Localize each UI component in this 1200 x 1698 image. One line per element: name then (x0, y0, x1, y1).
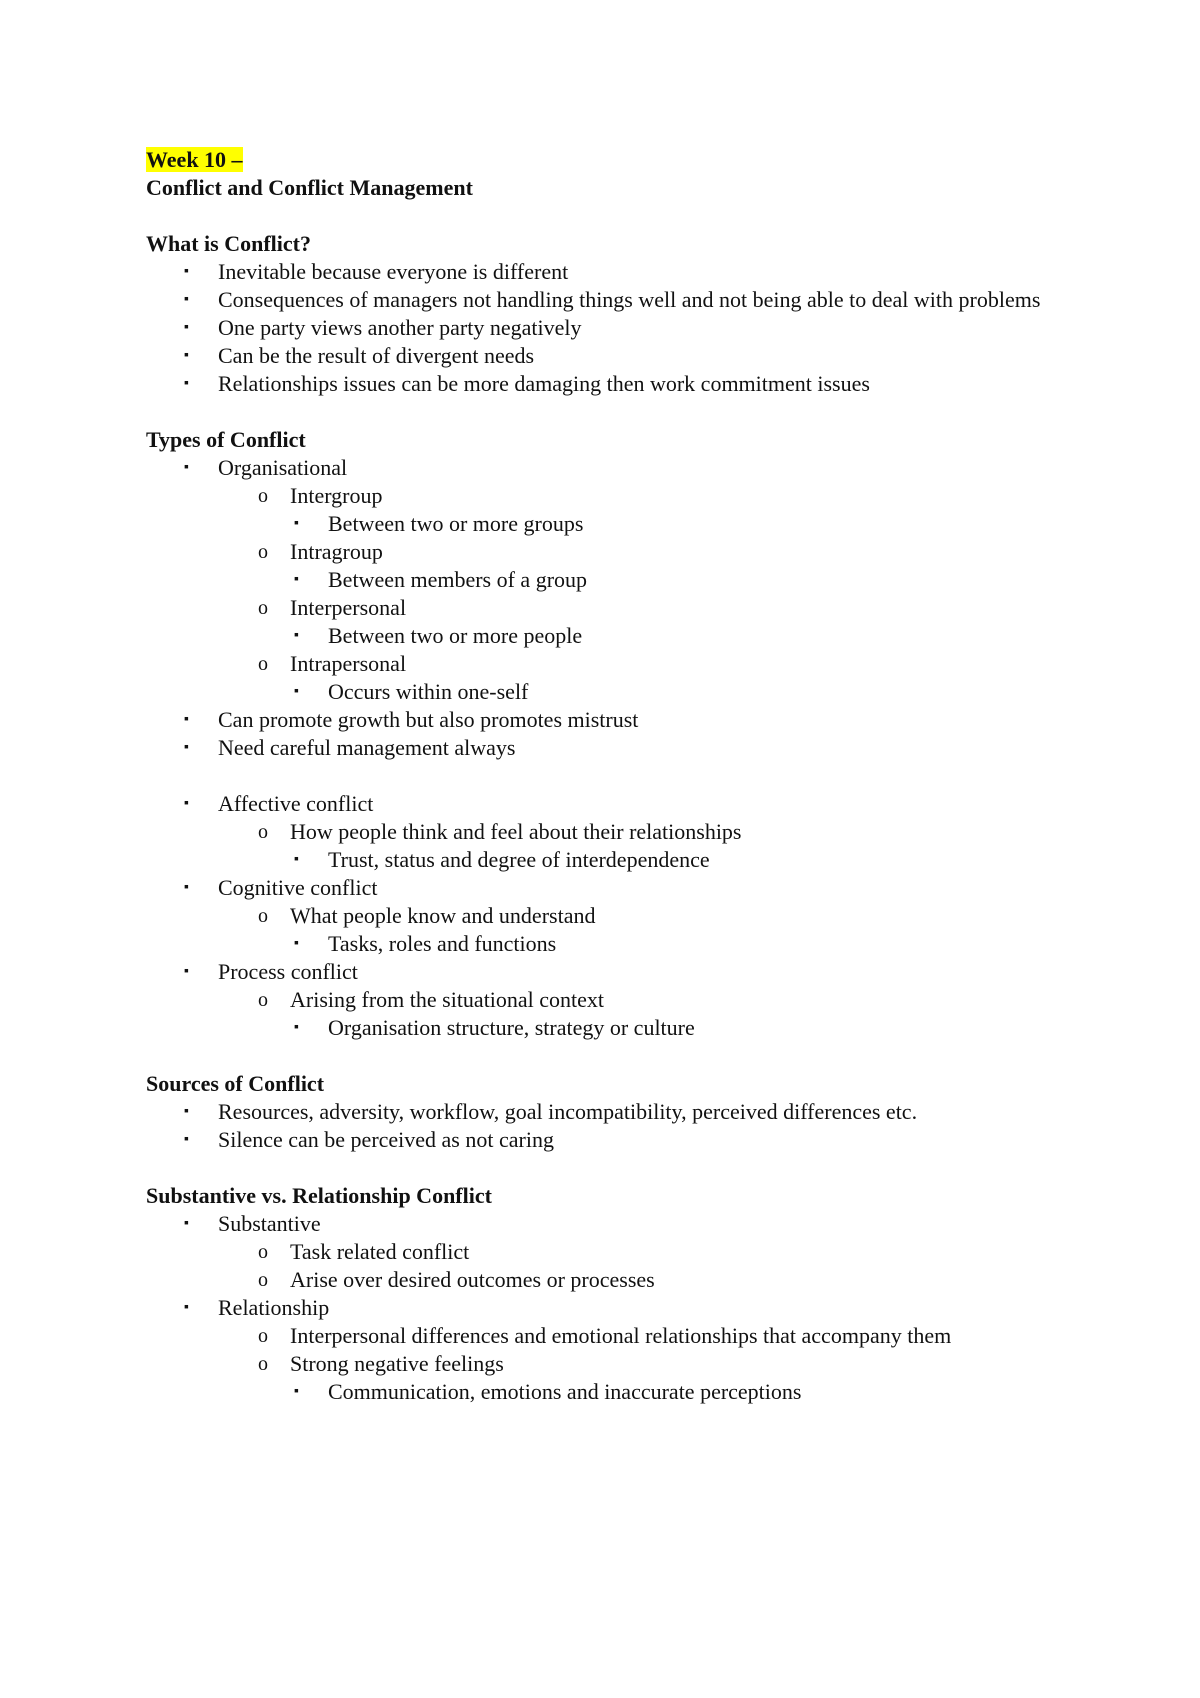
bullet-list (146, 1210, 1066, 1406)
list-item-text: Strong negative feelings (290, 1351, 504, 1376)
square-bullet-icon: ▪ (184, 880, 189, 895)
square-bullet-icon: ▪ (184, 796, 189, 811)
list-item (146, 706, 1066, 734)
circle-bullet-icon: o (258, 653, 268, 675)
topic-title: Conflict and Conflict Management (146, 175, 473, 200)
list-item-text: Organisation structure, strategy or culture (328, 1015, 695, 1040)
square-bullet-icon: ▪ (184, 712, 189, 727)
list-item (146, 342, 1066, 370)
list-item-text: Intergroup (290, 483, 383, 508)
list-item-text: Occurs within one-self (328, 679, 529, 704)
square-bullet-icon: ▪ (184, 964, 189, 979)
square-bullet-icon: ▪ (294, 1384, 299, 1399)
list-item (146, 286, 1066, 314)
square-bullet-icon: ▪ (294, 628, 299, 643)
square-bullet-icon: ▪ (294, 684, 299, 699)
sub-sub-list-item (290, 1014, 1066, 1042)
list-item (146, 958, 1066, 1042)
list-item-text: Relationship (218, 1295, 330, 1320)
sub-list (218, 1322, 1066, 1406)
section-heading: What is Conflict? (146, 231, 311, 256)
sections-container (146, 202, 1066, 1406)
sub-sub-list-item (290, 622, 1066, 650)
section-gap (146, 1154, 1066, 1182)
square-bullet-icon: ▪ (184, 1216, 189, 1231)
circle-bullet-icon: o (258, 821, 268, 843)
sub-sub-list-item (290, 846, 1066, 874)
list-item-text: Process conflict (218, 959, 358, 984)
square-bullet-icon: ▪ (294, 516, 299, 531)
list-item-text: Task related conflict (290, 1239, 470, 1264)
square-bullet-icon: ▪ (184, 264, 189, 279)
square-bullet-icon: ▪ (294, 1020, 299, 1035)
square-bullet-icon: ▪ (294, 572, 299, 587)
list-item-text: Interpersonal (290, 595, 407, 620)
list-item-text: One party views another party negatively (218, 315, 582, 340)
circle-bullet-icon: o (258, 989, 268, 1011)
list-item-text: Arising from the situational context (290, 987, 605, 1012)
sub-list-item (218, 594, 1066, 650)
circle-bullet-icon: o (258, 1353, 268, 1375)
week-title-highlight: Week 10 – (146, 147, 243, 172)
sub-list-item (218, 482, 1066, 538)
sub-sub-list (290, 566, 1066, 594)
list-item-text: Intragroup (290, 539, 383, 564)
circle-bullet-icon: o (258, 485, 268, 507)
bullet-list (146, 1098, 1066, 1154)
list-item (146, 1294, 1066, 1406)
list-item (146, 314, 1066, 342)
list-item-text: Communication, emotions and inaccurate perceptions (328, 1379, 802, 1404)
list-item-text: Cognitive conflict (218, 875, 378, 900)
list-item-text: Between two or more groups (328, 511, 584, 536)
list-item (146, 370, 1066, 398)
sub-sub-list-item (290, 1378, 1066, 1406)
section-heading: Types of Conflict (146, 427, 306, 452)
square-bullet-icon: ▪ (184, 348, 189, 363)
sub-list (218, 818, 1066, 874)
sub-sub-list (290, 678, 1066, 706)
list-item-text: Organisational (218, 455, 348, 480)
square-bullet-icon: ▪ (184, 1300, 189, 1315)
list-item (146, 1210, 1066, 1294)
list-item-text: Silence can be perceived as not caring (218, 1127, 554, 1152)
list-item-text: Consequences of managers not handling things well and not being able to deal with problems (218, 287, 1041, 312)
sub-list-item (218, 650, 1066, 706)
list-item (146, 874, 1066, 958)
circle-bullet-icon: o (258, 1269, 268, 1291)
circle-bullet-icon: o (258, 541, 268, 563)
list-item-text: Resources, adversity, workflow, goal incompatibility, perceived differences etc. (218, 1099, 918, 1124)
list-item-text: Intrapersonal (290, 651, 407, 676)
list-item-text: Need careful management always (218, 735, 516, 760)
circle-bullet-icon: o (258, 905, 268, 927)
list-item-text: How people think and feel about their relationships (290, 819, 742, 844)
sub-list (218, 482, 1066, 706)
list-item-text: Substantive (218, 1211, 321, 1236)
sub-list-item (218, 538, 1066, 594)
section-heading: Sources of Conflict (146, 1071, 325, 1096)
list-item-text: Interpersonal differences and emotional relationships that accompany them (290, 1323, 952, 1348)
list-item (146, 258, 1066, 286)
list-item (146, 790, 1066, 874)
square-bullet-icon: ▪ (184, 460, 189, 475)
square-bullet-icon: ▪ (184, 1132, 189, 1147)
sub-list-item (218, 1238, 1066, 1266)
list-item-text: Can promote growth but also promotes mistrust (218, 707, 639, 732)
sub-list (218, 902, 1066, 958)
list-item-text: Between members of a group (328, 567, 588, 592)
sub-sub-list-item (290, 678, 1066, 706)
list-spacer (146, 762, 1066, 790)
sub-list-item (218, 818, 1066, 874)
section-gap (146, 398, 1066, 426)
sub-sub-list (290, 1014, 1066, 1042)
list-item (146, 454, 1066, 706)
square-bullet-icon: ▪ (184, 320, 189, 335)
circle-bullet-icon: o (258, 1325, 268, 1347)
list-item-text: Can be the result of divergent needs (218, 343, 535, 368)
list-item (146, 1126, 1066, 1154)
square-bullet-icon: ▪ (294, 936, 299, 951)
circle-bullet-icon: o (258, 1241, 268, 1263)
sub-sub-list (290, 846, 1066, 874)
circle-bullet-icon: o (258, 597, 268, 619)
sub-list-item (218, 1350, 1066, 1406)
section-gap (146, 202, 1066, 230)
week-title (146, 146, 1066, 174)
list-item-text: Relationships issues can be more damaging then work commitment issues (218, 371, 870, 396)
sub-sub-list-item (290, 566, 1066, 594)
square-bullet-icon: ▪ (184, 1104, 189, 1119)
sub-sub-list (290, 930, 1066, 958)
section-heading: Substantive vs. Relationship Conflict (146, 1183, 492, 1208)
sub-sub-list (290, 510, 1066, 538)
square-bullet-icon: ▪ (184, 376, 189, 391)
list-item (146, 734, 1066, 762)
list-item-text: Inevitable because everyone is different (218, 259, 569, 284)
square-bullet-icon: ▪ (294, 852, 299, 867)
list-item-text: What people know and understand (290, 903, 596, 928)
bullet-list (146, 454, 1066, 1042)
square-bullet-icon: ▪ (184, 292, 189, 307)
list-item-text: Trust, status and degree of interdependence (328, 847, 710, 872)
sub-list-item (218, 902, 1066, 958)
list-item-text: Affective conflict (218, 791, 374, 816)
sub-list-item (218, 1266, 1066, 1294)
list-item-text: Between two or more people (328, 623, 583, 648)
list-item-text: Arise over desired outcomes or processes (290, 1267, 655, 1292)
sub-list-item (218, 1322, 1066, 1350)
square-bullet-icon: ▪ (184, 740, 189, 755)
sub-list (218, 986, 1066, 1042)
list-item-text: Tasks, roles and functions (328, 931, 557, 956)
bullet-list (146, 258, 1066, 398)
sub-list-item (218, 986, 1066, 1042)
sub-sub-list (290, 622, 1066, 650)
sub-list (218, 1238, 1066, 1294)
sub-sub-list-item (290, 510, 1066, 538)
document-body (146, 146, 1066, 1406)
sub-sub-list-item (290, 930, 1066, 958)
section-gap (146, 1042, 1066, 1070)
sub-sub-list (290, 1378, 1066, 1406)
list-item (146, 1098, 1066, 1126)
